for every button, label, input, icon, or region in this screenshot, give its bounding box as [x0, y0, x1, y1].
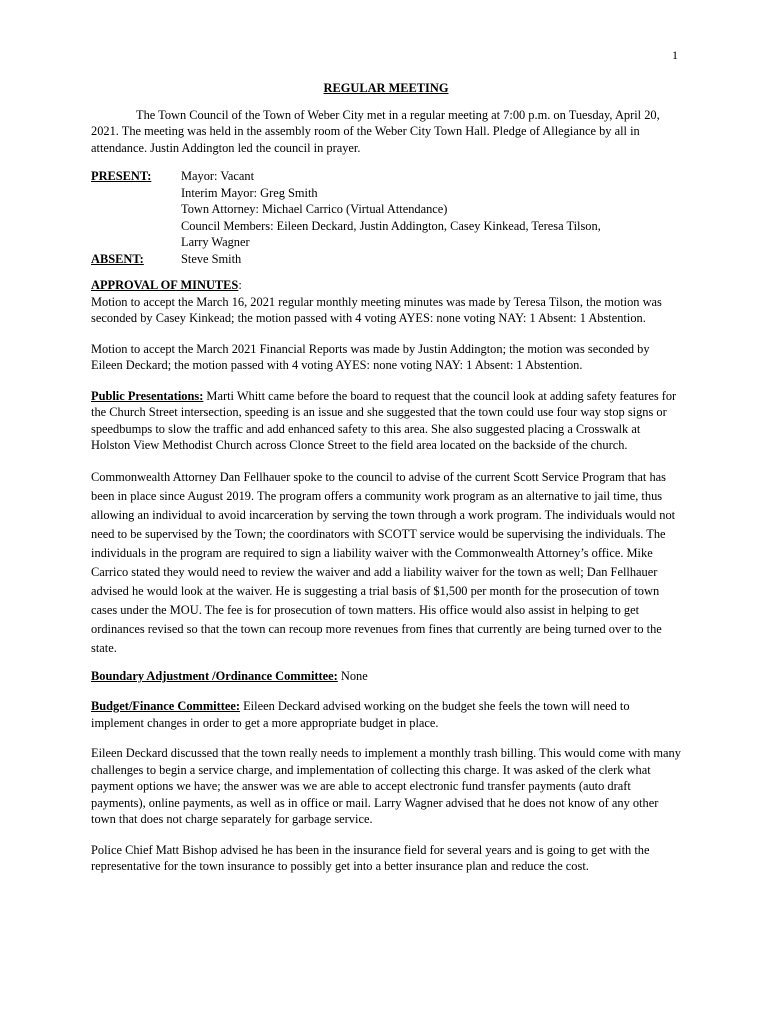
- trash-billing-paragraph: Eileen Deckard discussed that the town really needs to implement a monthly trash billing. This would come with many challenges to begin a service charge, and implementation of collecting this charge. It was asked of the clerk what payment options we have; the answer was we are able to accept electronic fund transfer payments (auto draft payments), online payments, as well as in office or mail. Larry Wagner advised that he does not know of any other town that does not charge separately for garbage service.: [91, 746, 681, 826]
- attendance-block: [91, 168, 681, 267]
- boundary-paragraph: [91, 668, 681, 685]
- document-body: [91, 80, 681, 875]
- approval-heading-line: [91, 277, 681, 294]
- present-list: [181, 168, 681, 251]
- budget-paragraph: [91, 698, 681, 731]
- intro-paragraph: The Town Council of the Town of Weber City met in a regular meeting at 7:00 p.m. on Tuesday, April 20, 2021. The meeting was held in the assembly room of the Weber City Town Hall. Pledge of Allegiance by all in attendance. Justin Addington led the council in prayer.: [91, 107, 660, 155]
- public-presentations-text: Marti Whitt came before the board to request that the council look at adding safety features for the Church Street intersection, speeding is an issue and she suggested that the town could use four way stop signs or speedbumps to slow the traffic and add enhanced safety to this area. She also suggested placing a Crosswalk at Holston View Methodist Church across Clonce Street to the field area located on the backside of the church.: [91, 388, 677, 452]
- budget-text: Eileen Deckard advised working on the budget she feels the town will need to implement changes in order to get a more appropriate budget in place.: [91, 699, 630, 730]
- present-label: PRESENT:: [91, 169, 152, 183]
- public-presentations-heading: Public Presentations:: [91, 388, 204, 403]
- boundary-text: None: [337, 668, 368, 683]
- budget-heading: Budget/Finance Committee:: [91, 699, 241, 713]
- absent-label: ABSENT:: [91, 251, 144, 266]
- approval-motion-2: Motion to accept the March 2021 Financial Reports was made by Justin Addington; the motion was seconded by Eileen Deckard; the motion passed with 4 voting AYES: none voting NAY: 1 Absent: 1 Abstention.: [91, 341, 650, 372]
- present-line: Larry Wagner: [181, 235, 250, 249]
- absent-value: Steve Smith: [181, 251, 242, 266]
- present-line: Council Members: Eileen Deckard, Justin Addington, Casey Kinkead, Teresa Tilson,: [181, 218, 601, 233]
- approval-colon: :: [238, 278, 242, 292]
- present-line: Interim Mayor: Greg Smith: [181, 185, 318, 200]
- document-title: REGULAR MEETING: [323, 81, 449, 95]
- page-number: 1: [672, 48, 678, 62]
- commonwealth-attorney-paragraph: Commonwealth Attorney Dan Fellhauer spoke to the council to advise of the current Scott Service Program that has been in place since August 2019. The program offers a community work program as an alternative to jail time, thus allowing an individual to avoid incarceration by serving the town through a work program. The individuals would not need to be supervised by the Town; the coordinators with SCOTT service would be supervising the individuals. The individuals in the program are required to sign a liability waiver with the Commonwealth Attorney’s office. Mike Carrico stated they would need to review the waiver and add a liability waiver for the town as well; Dan Fellhauer advised he would look at the waiver. He is suggesting a trial basis of $1,500 per month for the prosecution of town cases under the MOU. The fee is for prosecution of town matters. His office would also assist in helping to get ordinances revised so that the town can recoup more revenues from fines that currently are being turned over to the state.: [91, 469, 676, 655]
- present-line: Town Attorney: Michael Carrico (Virtual Attendance): [181, 202, 448, 216]
- approval-heading: APPROVAL OF MINUTES: [91, 278, 239, 292]
- present-line: Mayor: Vacant: [181, 169, 255, 183]
- public-presentations-paragraph: [91, 388, 681, 454]
- approval-motion-1: Motion to accept the March 16, 2021 regular monthly meeting minutes was made by Teresa Tilson, the motion was seconded by Casey Kinkead; the motion passed with 4 voting AYES: none voting NAY: 1 Absent: 1 Abstention.: [91, 294, 662, 325]
- boundary-heading: Boundary Adjustment /Ordinance Committee:: [91, 668, 338, 683]
- insurance-paragraph: Police Chief Matt Bishop advised he has been in the insurance field for several years and is going to get with the representative for the town insurance to possibly get into a better insurance plan and reduce the cost.: [91, 842, 650, 873]
